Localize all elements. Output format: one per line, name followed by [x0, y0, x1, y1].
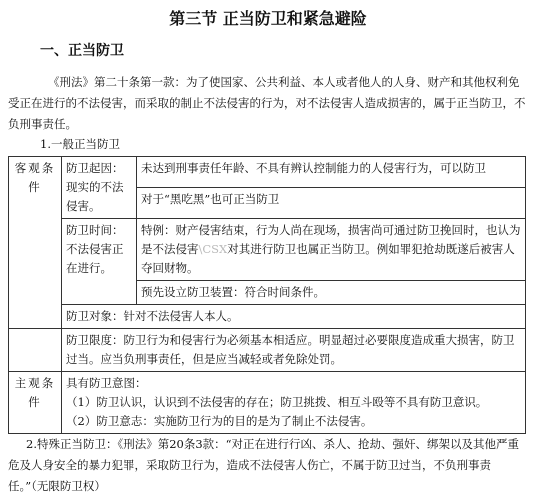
watermark-text: \CSX — [198, 242, 228, 256]
defense-cause-row2: 对于“黑吃黑”也可正当防卫 — [137, 188, 526, 219]
defense-object-row: 防卫对象：针对不法侵害人本人。 — [62, 305, 526, 329]
defense-cause-row1: 未达到刑事责任年龄、不具有辨认控制能力的人侵害行为，可以防卫 — [137, 157, 526, 188]
subheading-general-defense: 1.一般正当防卫 — [40, 137, 120, 151]
subjective-item-2: （2）防卫意志：实施防卫行为的目的是为了制止不法侵害。 — [66, 414, 373, 428]
subsection-heading: 一、正当防卫 — [40, 43, 124, 59]
empty-label-cell — [9, 329, 62, 372]
defense-time-row1-text-a: 特例：财产侵害结束，行为人尚在现场，损害尚可通过防卫挽回时，也认为是不法侵害 — [141, 223, 521, 256]
objective-conditions-label: 客观条件 — [9, 157, 62, 329]
subjective-conditions-label: 主观条件 — [9, 372, 62, 434]
subjective-intro: 具有防卫意图： — [66, 376, 147, 390]
special-defense-paragraph: 2.特殊正当防卫：《刑法》第20条3款：“对正在进行行凶、杀人、抢劫、强奸、绑架以及其他严重危及人身安全的暴力犯罪，采取防卫行为，造成不法侵害人伤亡，不属于防卫过当，不负刑事责任。”（无限防卫权） — [8, 437, 520, 493]
defense-cause-label: 防卫起因：现实的不法侵害。 — [62, 157, 137, 219]
defense-conditions-table — [8, 156, 526, 434]
section-title: 第三节 正当防卫和紧急避险 — [169, 9, 367, 28]
intro-paragraph: 《刑法》第二十条第一款：为了使国家、公共利益、本人或者他人的人身、财产和其他权利免受正在进行的不法侵害，而采取的制止不法侵害的行为，对不法侵害人造成损害的，属于正当防卫，不负刑事责任。 — [8, 75, 526, 131]
defense-time-row1 — [137, 219, 526, 281]
subjective-item-1: （1）防卫认识，认识到不法侵害的存在；防卫挑拨、相互斗殴等不具有防卫意识。 — [66, 395, 488, 409]
defense-time-row2: 预先设立防卫装置：符合时间条件。 — [137, 281, 526, 305]
subjective-conditions-content — [62, 372, 526, 434]
defense-time-row1-text-b: 对其进行防卫也属正当防卫。例如罪犯抢劫既遂后被害人夺回财物。 — [141, 242, 515, 275]
defense-time-label: 防卫时间：不法侵害正在进行。 — [62, 219, 137, 305]
defense-limit-row: 防卫限度：防卫行为和侵害行为必须基本相适应。明显超过必要限度造成重大损害，防卫过当。应当负刑事责任，但是应当减轻或者免除处罚。 — [62, 329, 526, 372]
